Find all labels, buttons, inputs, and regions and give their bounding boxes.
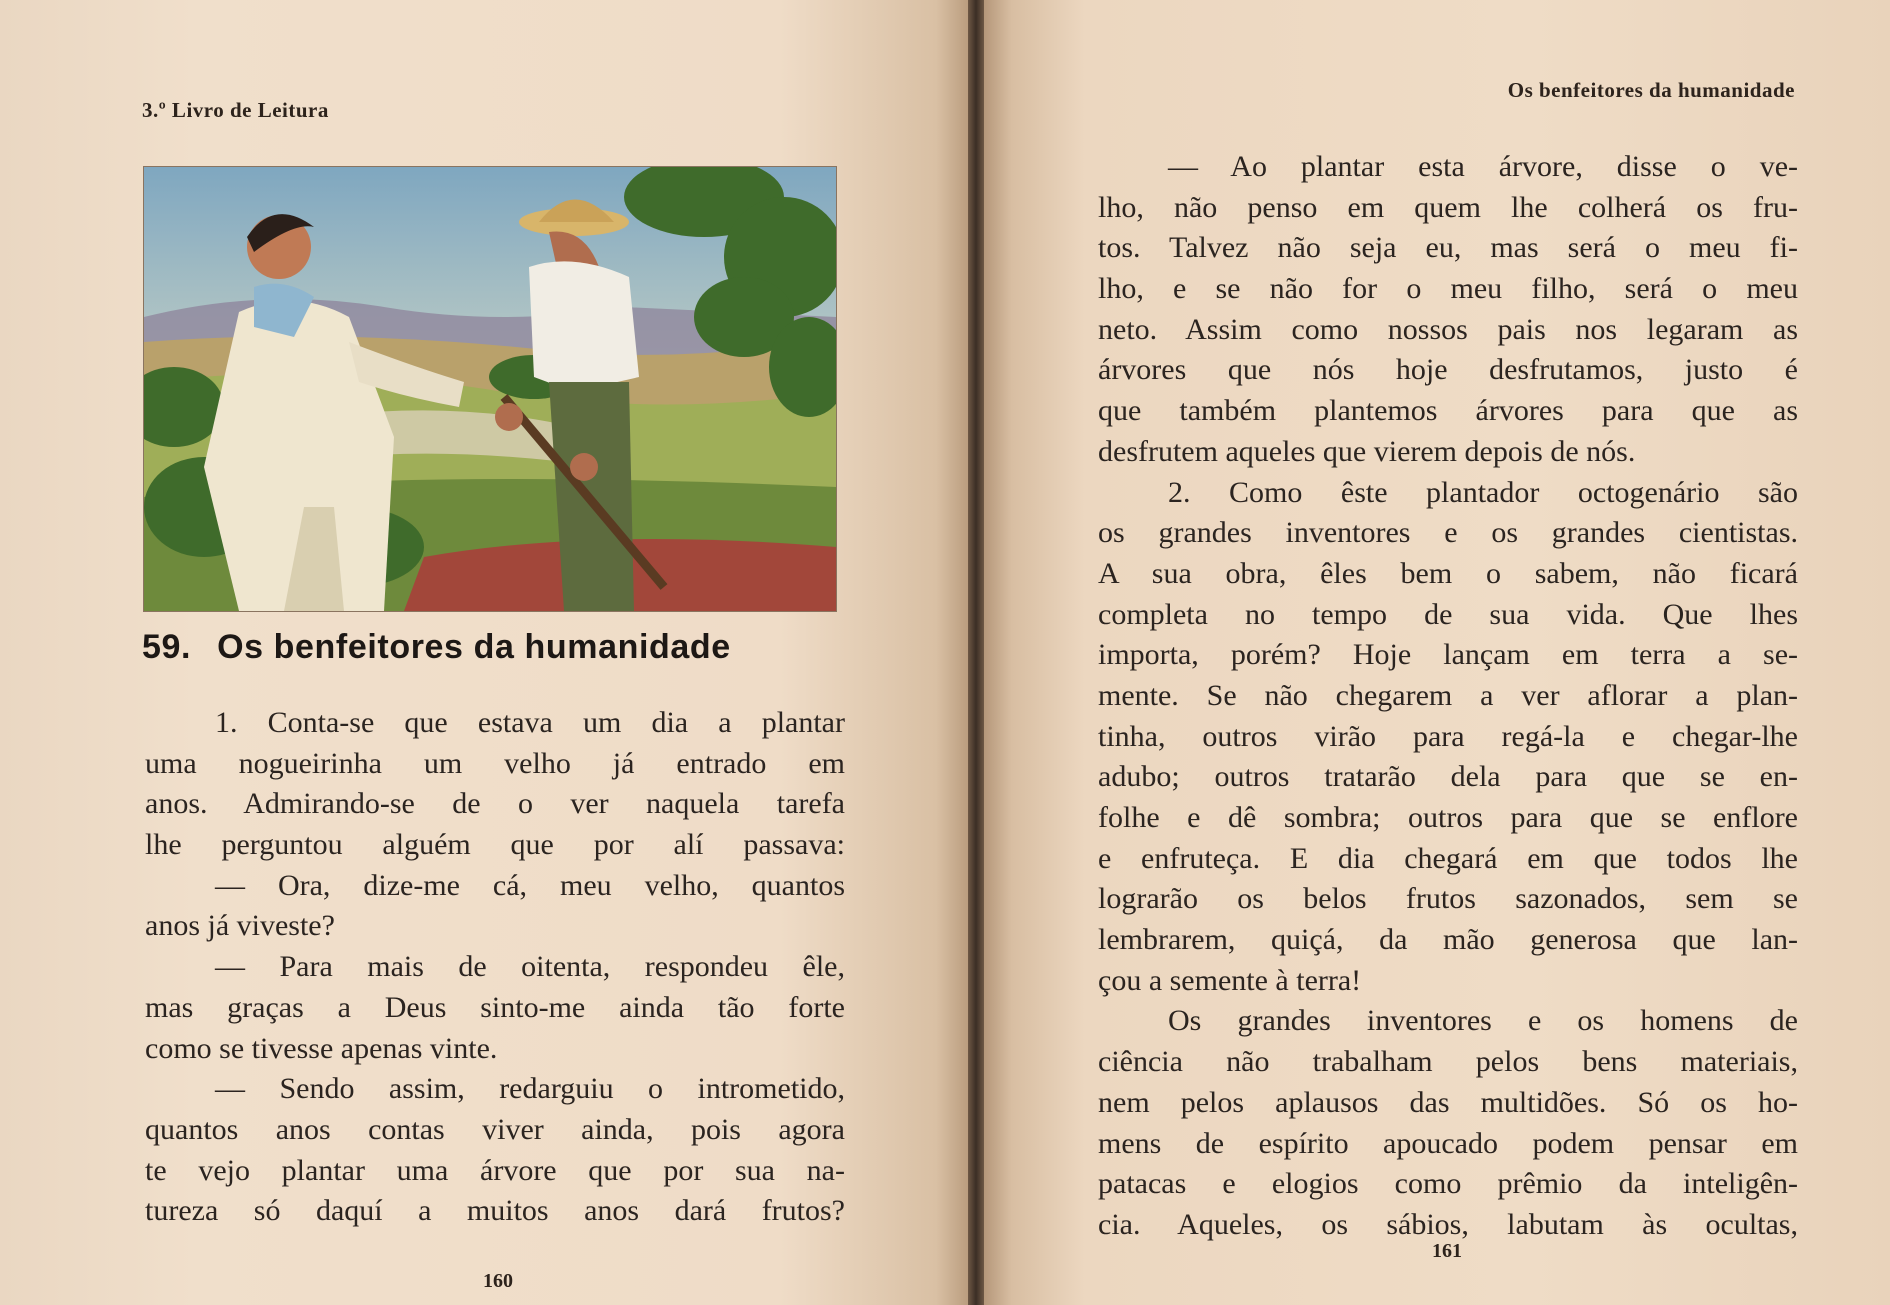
text-line: nem pelos aplausos das multidões. Só os ho- (1098, 1085, 1798, 1119)
text-line: importa, porém? Hoje lançam em terra a se- (1098, 638, 1798, 672)
text-line: tureza só daquí a muitos anos dará frutos? (145, 1194, 845, 1228)
text-line: ciência não trabalham pelos bens materiais, (1098, 1045, 1798, 1079)
text-line: tinha, outros virão para regá-la e chegar-lhe (1098, 719, 1798, 753)
text-line: Os grandes inventores e os homens de (1168, 1004, 1798, 1038)
text-line: lograrão os belos frutos sazonados, sem se (1098, 882, 1798, 916)
text-line: mente. Se não chegarem a ver aflorar a plan- (1098, 678, 1798, 712)
text-line: — Ao plantar esta árvore, disse o ve- (1168, 150, 1798, 183)
text-line: como se tivesse apenas vinte. (145, 1031, 498, 1065)
text-line: folhe e dê sombra; outros para que se enflore (1098, 801, 1798, 834)
chapter-title: Os benfeitores da humanidade (217, 628, 731, 666)
page-number-right: 161 (1432, 1240, 1462, 1262)
text-line: A sua obra, êles bem o sabem, não ficará (1098, 556, 1798, 590)
text-line: completa no tempo de sua vida. Que lhes (1098, 597, 1798, 631)
text-line: çou a semente à terra! (1098, 963, 1362, 997)
text-line: te vejo plantar uma árvore que por sua na- (145, 1153, 845, 1187)
text-line: cia. Aqueles, os sábios, labutam às ocultas, (1098, 1207, 1798, 1241)
text-line: desfrutem aqueles que vierem depois de nós. (1098, 434, 1636, 468)
text-line: uma nogueirinha um velho já entrado em (145, 746, 845, 780)
text-line: mas graças a Deus sinto-me ainda tão forte (145, 990, 845, 1024)
chapter-number: 59. (142, 628, 192, 666)
text-line: adubo; outros tratarão dela para que se en- (1098, 760, 1798, 794)
chapter-heading (142, 628, 854, 667)
text-line: lhe perguntou alguém que por alí passava: (145, 828, 845, 862)
text-line: anos. Admirando-se de o ver naquela tarefa (145, 787, 845, 821)
text-line: neto. Assim como nossos pais nos legaram as (1098, 312, 1798, 346)
book-gutter (968, 0, 984, 1305)
text-line: lho, não penso em quem lhe colherá os fru- (1098, 190, 1798, 224)
left-page-body (145, 703, 845, 1232)
text-line: tos. Talvez não seja eu, mas será o meu fi- (1098, 231, 1798, 265)
text-line: quantos anos contas viver ainda, pois agora (145, 1112, 845, 1146)
text-line: 2. Como êste plantador octogenário são (1168, 475, 1798, 509)
text-line: — Ora, dize-me cá, meu velho, quantos (215, 868, 845, 902)
running-head-right: Os benfeitores da humanidade (1507, 78, 1795, 102)
text-line: lembrarem, quiçá, da mão generosa que lan- (1098, 923, 1798, 957)
text-line: os grandes inventores e os grandes cientistas. (1098, 516, 1798, 550)
text-line: 1. Conta-se que estava um dia a plantar (215, 706, 845, 739)
text-line: mens de espírito apoucado podem pensar em (1098, 1126, 1798, 1160)
text-line: árvores que nós hoje desfrutamos, justo é (1098, 353, 1798, 387)
right-page-body (1098, 147, 1798, 1246)
text-line: patacas e elogios como prêmio da inteligên- (1098, 1167, 1798, 1201)
page-number-left: 160 (483, 1270, 513, 1292)
text-line: — Sendo assim, redarguiu o intrometido, (215, 1072, 845, 1106)
text-line: lho, e se não for o meu filho, será o meu (1098, 272, 1798, 306)
text-line: — Para mais de oitenta, respondeu êle, (215, 950, 845, 984)
chapter-illustration (143, 166, 837, 612)
text-line: anos já viveste? (145, 909, 335, 943)
text-line: e enfruteça. E dia chegará em que todos lhe (1098, 841, 1798, 875)
text-line: que também plantemos árvores para que as (1098, 394, 1798, 428)
running-head-left: 3.º Livro de Leitura (142, 98, 329, 122)
